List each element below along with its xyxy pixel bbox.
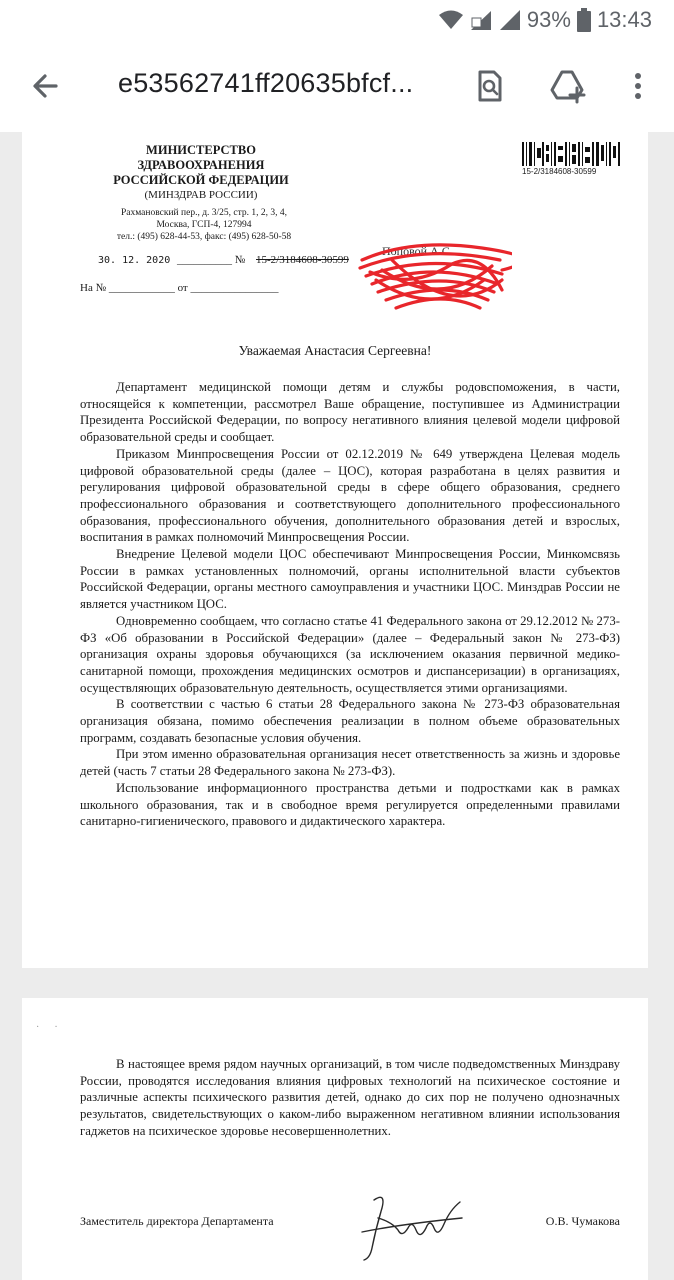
signal-icon bbox=[469, 9, 493, 31]
add-to-drive-icon[interactable] bbox=[548, 66, 588, 106]
letter-body bbox=[80, 379, 620, 830]
date-line bbox=[80, 254, 349, 266]
status-icons bbox=[439, 6, 652, 34]
paragraph: Одновременно сообщаем, что согласно статье 41 Федерального закона от 29.12.2012 № 273-ФЗ «Об образовании в Российской Федерации» (далее – Федеральный закон № 273-ФЗ) организация охраны здоровья обучающихся (за исключением оказания первичной медико-санитарной помощи, прохождения медицинских осмотров и диспансеризации) в организациях, осуществляющих образовательную деятельность, осуществляется этими организациями. bbox=[80, 613, 620, 695]
reg-number: 15-2/3184608-30599 bbox=[256, 254, 349, 266]
ministry-header bbox=[106, 143, 296, 203]
paragraph: При этом именно образовательная организация несет ответственность за жизнь и здоровье детей (часть 7 статьи 28 Федерального закона № 273-ФЗ). bbox=[80, 747, 620, 779]
search-document-icon[interactable] bbox=[470, 66, 510, 106]
signer-title: Заместитель директора Департамента bbox=[80, 1214, 274, 1228]
addressee: Поповой А.С. bbox=[382, 244, 453, 258]
handwritten-signature bbox=[352, 1188, 472, 1268]
na-underscore: ____________ bbox=[108, 282, 175, 294]
app-bar bbox=[0, 40, 674, 132]
paragraph: Внедрение Целевой модели ЦОС обеспечивают Минпросвещения России, Минкомсвязь России в рамках установленных полномочий, органы исполнительной власти субъектов Российской Федерации, органы местного самоуправления и участники ЦОС. Минздрав России не является участником ЦОС. bbox=[80, 547, 620, 612]
wifi-icon bbox=[439, 10, 463, 30]
ministry-address bbox=[94, 207, 314, 243]
letter-body-page-2 bbox=[80, 1056, 620, 1140]
clock: 13:43 bbox=[596, 7, 652, 32]
signal-icon-2 bbox=[499, 9, 521, 31]
more-vert-icon[interactable] bbox=[618, 66, 658, 106]
redaction-scribble bbox=[352, 230, 512, 326]
document-page-1 bbox=[22, 132, 648, 968]
date-handwritten: 30. 12. 2020 bbox=[98, 255, 171, 266]
paragraph: Приказом Минпросвещения России от 02.12.2019 № 649 утверждена Целевая модель цифровой образовательной среды (далее – ЦОС), которая разработана в целях развития и регулирования цифровой образовательной среды в сфере общего образования, среднего профессионального образования и соответствующего дополнительного профессионального образования, профессионального обучения, дополнительного образования детей и взрослых, воспитания в рамках полномочий Минпросвещения России. bbox=[80, 446, 620, 545]
barcode-number: 15-2/3184608-30599 bbox=[522, 167, 597, 176]
address-line: Рахмановский пер., д. 3/25, стр. 1, 2, 3, 4, bbox=[120, 208, 288, 218]
ministry-abbrev: (МИНЗДРАВ РОССИИ) bbox=[144, 189, 258, 201]
document-title: e53562741ff20635bfcf... bbox=[118, 68, 414, 98]
paragraph: В соответствии с частью 6 статьи 28 Федерального закона № 273-ФЗ образовательная организация обязана, помимо обеспечения реализации в полном объеме образовательных программ, создавать безопасные условия обучения. bbox=[80, 697, 620, 745]
number-sign: № bbox=[234, 254, 246, 266]
date-line-underscore: __________ bbox=[177, 254, 232, 266]
paragraph: Использование информационного пространства детьми и подростками как в рамках школьного образования, так и в свободное время регулируется определенными правилами санитарно-гигиенического, правового и дидактического характера. bbox=[80, 780, 620, 829]
back-arrow-icon[interactable] bbox=[26, 66, 66, 106]
barcode bbox=[522, 140, 622, 170]
signer-name: О.В. Чумакова bbox=[545, 1214, 620, 1228]
ministry-line: ЗДРАВООХРАНЕНИЯ bbox=[137, 158, 265, 172]
battery-percent: 93% bbox=[526, 7, 571, 32]
ot-underscore: ________________ bbox=[190, 282, 279, 294]
ot-label: от bbox=[177, 282, 188, 294]
scan-dots: · · bbox=[36, 1022, 58, 1033]
na-label: На № bbox=[80, 282, 107, 294]
greeting: Уважаемая Анастасия Сергеевна! bbox=[238, 343, 432, 358]
address-line: тел.: (495) 628-44-53, факс: (495) 628-50-58 bbox=[116, 232, 292, 242]
status-bar bbox=[0, 0, 674, 40]
paragraph: Департамент медицинской помощи детям и службы родовспоможения, в части, относящейся к компетенции, рассмотрел Ваше обращение, поступившее из Администрации Президента Российской Федерации, по вопросу негативного влияния целевой модели цифровой образовательной среды и сообщает. bbox=[80, 380, 620, 445]
ministry-line: РОССИЙСКОЙ ФЕДЕРАЦИИ bbox=[113, 173, 289, 187]
reference-line bbox=[80, 282, 279, 294]
address-line: Москва, ГСП-4, 127994 bbox=[156, 220, 252, 230]
paragraph: В настоящее время рядом научных организаций, в том числе подведомственных Минздраву России, проводятся исследования влияния цифровых технологий на психическое состояние и различные аспекты психического развития детей, однако до сих пор не получено однозначных результатов, свидетельствующих о каком-либо выраженном негативном влиянии использования гаджетов на психическое здоровье несовершеннолетних. bbox=[80, 1057, 620, 1138]
ministry-line: МИНИСТЕРСТВО bbox=[146, 143, 256, 157]
document-page-2 bbox=[22, 998, 648, 1280]
battery-icon bbox=[577, 8, 591, 32]
